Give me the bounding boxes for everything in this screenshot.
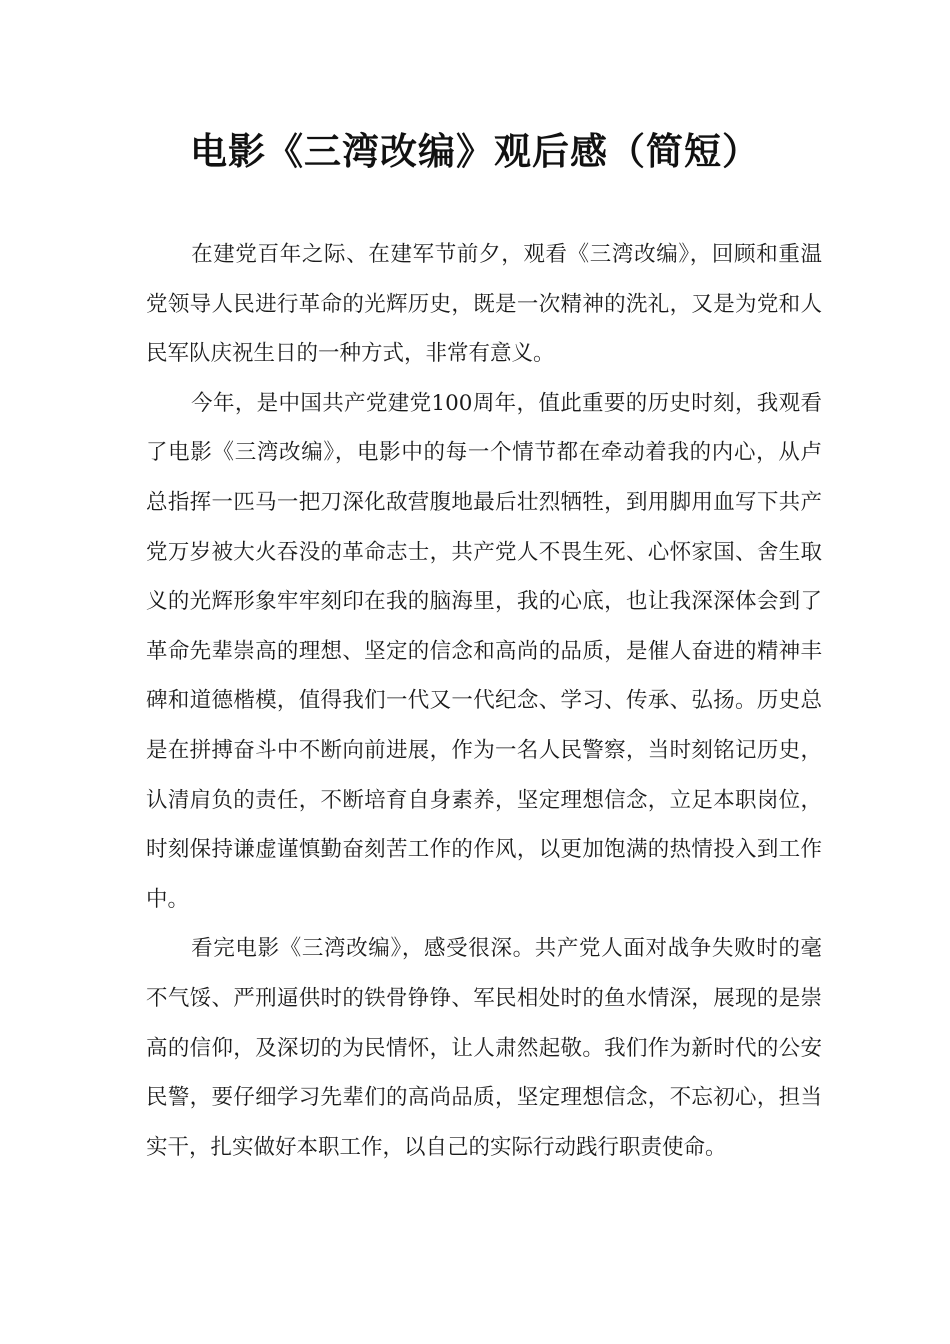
document-body <box>146 230 822 1172</box>
paragraph-2: 今年，是中国共产党建党100周年，值此重要的历史时刻，我观看了电影《三湾改编》，电影中的每一个情节都在牵动着我的内心，从卢总指挥一匹马一把刀深化敌营腹地最后壮烈牺牲，到用脚用血写下共产党万岁被大火吞没的革命志士，共产党人不畏生死、心怀家国、舍生取义的光辉形象牢牢刻印在我的脑海里，我的心底，也让我深深体会到了革命先辈崇高的理想、坚定的信念和高尚的品质，是催人奋进的精神丰碑和道德楷模，值得我们一代又一代纪念、学习、传承、弘扬。历史总是在拼搏奋斗中不断向前进展，作为一名人民警察，当时刻铭记历史，认清肩负的责任，不断培育自身素养，坚定理想信念，立足本职岗位，时刻保持谦虚谨慎勤奋刻苦工作的作风，以更加饱满的热情投入到工作中。 <box>146 390 822 912</box>
document-title: 电影《三湾改编》观后感（简短） <box>190 130 760 173</box>
paragraph-3: 看完电影《三湾改编》，感受很深。共产党人面对战争失败时的毫不气馁、严刑逼供时的铁骨铮铮、军民相处时的鱼水情深，展现的是崇高的信仰，及深切的为民情怀，让人肃然起敬。我们作为新时代的公安民警，要仔细学习先辈们的高尚品质，坚定理想信念，不忘初心，担当实干，扎实做好本职工作，以自己的实际行动践行职责使命。 <box>146 936 822 1160</box>
paragraph-1: 在建党百年之际、在建军节前夕，观看《三湾改编》，回顾和重温党领导人民进行革命的光辉历史，既是一次精神的洗礼，又是为党和人民军队庆祝生日的一种方式，非常有意义。 <box>146 242 822 367</box>
